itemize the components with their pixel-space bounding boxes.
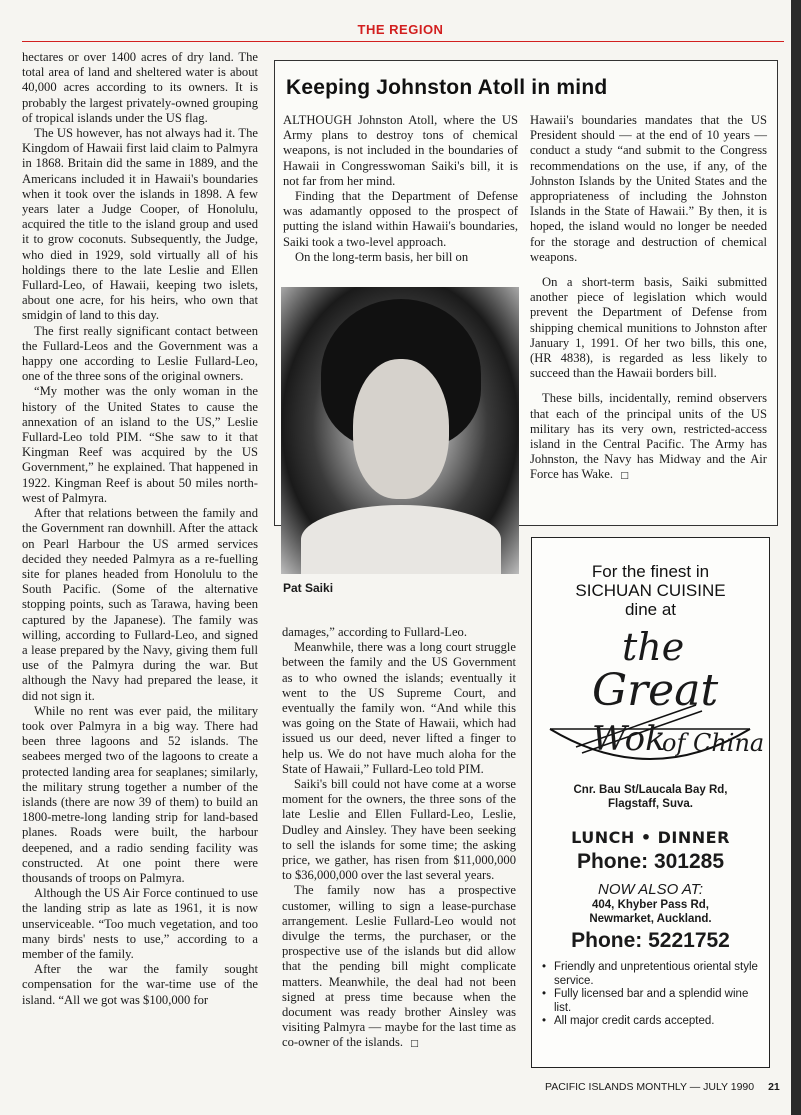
- list-item: • Friendly and unpretentious oriental style service.: [542, 961, 763, 988]
- paragraph-text: These bills, incidentally, remind observers that each of the principal units of the US military has its very own, restricted-access island in the Central Pacific. The Army has Johnston, the Navy has Midway and the Air Force has Wake.: [530, 391, 767, 482]
- paragraph: On a short-term basis, Saiki submitted another piece of legislation which would prevent the Department of Defense from shipping chemical munitions to Johnston after January 1, 1991. Of her two bills, this one, (HR 4838), is regarded as less likely to succeed than the Hawaii borders bill.: [530, 275, 767, 381]
- restaurant-logo: [532, 625, 769, 775]
- address-line: Cnr. Bau St/Laucala Bay Rd,: [573, 784, 728, 796]
- paragraph: “My mother was the only woman in the history of the United States to cause the annexation of an island to the US,” Leslie Fullard-Leo told PIM. “She saw to it that Kingman Reef was acquired by the US Government,” he explained. That happened in 1922. Kingman Reef is about 50 miles north-west of Palmyra.: [22, 384, 258, 505]
- paragraph: The first really significant contact between the Fullard-Leos and the Government was a happy one according to Leslie Fullard-Leo, one of the three sons of the original owners.: [22, 323, 258, 384]
- tagline-line: SICHUAN CUISINE: [575, 581, 726, 600]
- tagline-line: For the finest in: [591, 562, 710, 581]
- address-line: Newmarket, Auckland.: [589, 913, 712, 925]
- photo-caption: Pat Saiki: [283, 581, 334, 595]
- ad-feature-list: [532, 961, 769, 1029]
- publication-line: PACIFIC ISLANDS MONTHLY — JULY 1990: [545, 1081, 755, 1093]
- header-rule: [22, 41, 784, 42]
- tagline-line: dine at: [624, 600, 677, 619]
- paragraph: Hawaii's boundaries mandates that the US President should — at the end of 10 years — conduct a study “and submit to the Congress recommendations on the use, if any, of the Johnston Islands by the United States and the appropriateness of including the Johnston Islands in the State of Hawaii.” By then, it is hoped, the island would no longer be needed for the storage and destruction of chemical weapons.: [530, 113, 767, 264]
- paragraph-text: The family now has a prospective customer, willing to sign a lease-purchase arrangement. Leslie Fullard-Leo would not divulge the terms, the purchaser, or the prospective use of the islands but did allow that the pending bill might complicate matters. Meanwhile, the deal had not been signed at press time because when the document was ready brother Ainsley was visiting Palmyra — maybe for the last time as co-owner of the islands.: [282, 883, 516, 1050]
- address-line: 404, Khyber Pass Rd,: [592, 899, 709, 911]
- paragraph: [530, 391, 767, 484]
- paragraph: The US however, has not always had it. The Kingdom of Hawaii first laid claim to Palmyra in 1868. Britain did the same in 1889, and the Americans included it in Hawaii's boundaries when it took over the islands in 1898. A few years later a Judge Cooper, of Honolulu, acquired the title to the island group and used it to grow coconuts. Subsequently, the Judge, who died in 1929, sold virtually all of his holdings there to the late Leslie and Ellen Fullard-Leo, of Hawaii, keeping two islets, about one acre, for his heirs, who own that smidgin of land to this day.: [22, 126, 258, 323]
- paragraph: ALTHOUGH Johnston Atoll, where the US Army plans to destroy tons of chemical weapons, is not included in the boundaries of Hawaii in Congresswoman Saiki's bill, it is not far from her mind.: [283, 113, 518, 188]
- ad-address-2: [532, 898, 769, 926]
- box-title: Keeping Johnston Atoll in mind: [286, 76, 608, 99]
- paragraph: On the long-term basis, her bill on: [295, 249, 469, 264]
- list-item: • Fully licensed bar and a splendid wine list.: [542, 988, 763, 1015]
- article-column-2: [282, 625, 516, 1053]
- paragraph: While no rent was ever paid, the military took over Palmyra in a big way. There had been three lagoons and 52 islands. The seabees merged two of the lagoons to create a protected landing area for seaplanes; similarly, the military strung together a number of the islands (there are now 39 of them) to build an 1800-metre-long landing strip for land-based planes. Roads were built, the harbour deepened, and a radio sending facility was constructed. At one point there were thousands of troops on Palmyra.: [22, 703, 258, 885]
- paragraph: Meanwhile, there was a long court struggle between the family and the US Government as to who owned the islands; eventually it went to the US Supreme Court, and eventually the family won. “And while this was going on the State of Hawaii, which had issued us our deed, never lifted a finger to help us. We do not have much aloha for the State of Hawaii,” Fullard-Leo told PIM.: [282, 640, 516, 776]
- logo-word: the: [622, 625, 685, 669]
- paragraph: Although the US Air Force continued to use the landing strip as late as 1961, it is now unserviceable. “Too much vegetation, and too many birds' nests to use,” according to a member of the family.: [22, 886, 258, 961]
- ad-phone-1: Phone: 301285: [576, 850, 725, 873]
- ad-meals: LUNCH • DINNER: [571, 828, 730, 847]
- portrait-photo: [281, 287, 519, 574]
- page-number: 21: [768, 1081, 780, 1093]
- paragraph: After the war the family sought compensation for the war-time use of the island. “All we got was $100,000 for: [22, 962, 258, 1007]
- article-column-1: [22, 50, 258, 1008]
- paragraph: hectares or over 1400 acres of dry land. The total area of land and sheltered water is about 40,000 acres according to its owners. It is probably the largest privately-owned grouping of tropical islands under the US flag.: [22, 50, 258, 125]
- photo-face: [353, 359, 449, 499]
- ad-phone-2: Phone: 5221752: [571, 929, 730, 952]
- paragraph: [282, 883, 516, 1052]
- logo-word: Wok: [592, 719, 666, 759]
- logo-word: of China: [662, 729, 765, 757]
- paragraph: After that relations between the family and the Government ran downhill. After the attack on Pearl Harbour the US armed services decided they needed Palmyra as a re-fuelling site for planes headed from Honolulu to the South Pacific. (Some of the alternative stopping points, such as Tarawa, having been captured by the Japanese). The family was willing, according to Fullard-Leo, and signed a lease prepared by the Navy, giving them full use of the Palmyra during the war. But although the Navy had prepared the lease, it did not sign it.: [22, 506, 258, 703]
- list-item: • All major credit cards accepted.: [542, 1015, 763, 1029]
- page-edge: [791, 0, 801, 1115]
- photo-collar: [301, 505, 501, 574]
- end-mark-icon: □: [410, 1039, 419, 1050]
- ad-tagline: [532, 562, 769, 619]
- address-line: Flagstaff, Suva.: [608, 798, 693, 810]
- logo-word: Great: [592, 665, 719, 716]
- paragraph: Finding that the Department of Defense was adamantly opposed to the prospect of putting the island within Hawaii's boundaries, Saiki took a two-level approach.: [283, 189, 518, 249]
- end-mark-icon: □: [620, 471, 629, 482]
- paragraph: damages,” according to Fullard-Leo.: [282, 625, 467, 639]
- restaurant-advertisement: [531, 537, 770, 1068]
- box-column-2: [530, 113, 767, 485]
- page-footer: [545, 1081, 780, 1093]
- section-header: THE REGION: [357, 22, 444, 37]
- paragraph: Saiki's bill could not have come at a worse moment for the owners, the three sons of the late Leslie and Ellen Fullard-Leo, Leslie, Dudley and Ainsley. They have been seeking to sell the islands for some time; the asking price, we gather, has risen from $11,000,000 to $36,000,000 over the last several years.: [282, 777, 516, 883]
- box-column-1: [283, 113, 518, 265]
- ad-address-1: [532, 783, 769, 811]
- ad-also-at: NOW ALSO AT:: [597, 881, 703, 898]
